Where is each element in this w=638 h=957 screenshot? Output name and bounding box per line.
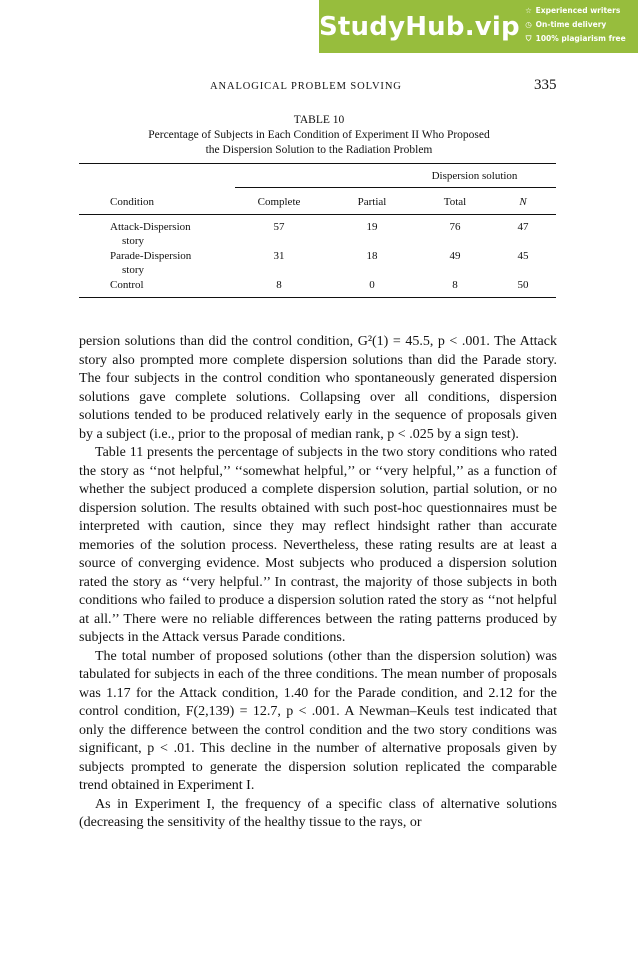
feature-item: ◷ On-time delivery <box>524 18 636 32</box>
table-cell: 8 <box>276 279 282 291</box>
table-cell: 47 <box>517 221 529 233</box>
table-top-rule <box>79 163 556 164</box>
table-cell: 45 <box>517 250 529 262</box>
table-title: TABLE 10 <box>293 114 345 126</box>
column-header: Total <box>443 196 467 208</box>
clock-icon: ◷ <box>525 20 532 29</box>
paragraph: persion solutions than did the control condition, G²(1) = 45.5, p < .001. The Attack story also prompted more complete dispersion solutions than did the Parade story. The four subjects in the control condition who spontaneously generated dispersion solutions gave complete solutions. Collapsing over all conditions, dispersion solutions tended to be produced relatively early in the sequence of proposals given by a subject (i.e., prior to the proposal of median rank, p < .025 by a sign test). <box>79 334 557 442</box>
table-cell: 57 <box>273 221 285 233</box>
table-cell: 18 <box>366 250 378 262</box>
table-cell: 19 <box>366 221 378 233</box>
watermark-banner <box>319 0 638 53</box>
table-cell: 50 <box>517 279 529 291</box>
shield-icon: ⛉ <box>525 34 532 43</box>
watermark-logo: StudyHub.vip <box>319 11 520 42</box>
group-header-rule <box>235 187 556 188</box>
table-cell: 8 <box>452 279 458 291</box>
table-cell: story <box>122 264 144 276</box>
paragraph: As in Experiment I, the frequency of a specific class of alternative solutions (decreasing the sensitivity of the healthy tissue to the rays, or <box>79 796 557 830</box>
column-header: Complete <box>257 196 301 208</box>
table-cell: Control <box>110 279 144 291</box>
star-icon: ☆ <box>525 6 532 15</box>
table-cell: Parade-Dispersion <box>110 250 192 262</box>
table-cell: 31 <box>273 250 285 262</box>
paragraph: The total number of proposed solutions (other than the dispersion solution) was tabulated for subjects in each of the three conditions. The mean number of proposals was 1.17 for the Attack condition, 1.40 for the Parade condition, and 2.12 for the control condition, F(2,139) = 12.7, p < .001. A Newman–Keuls test indicated that only the difference between the control condition and the two story conditions was significant, p < .01. This decline in the number of alternative proposals given by subjects prompted to generate the dispersion solution replicated the comparable trend obtained in Experiment I. <box>79 648 557 793</box>
group-header: Dispersion solution <box>431 170 518 182</box>
column-header: Condition <box>110 196 155 208</box>
feature-item: ⛉ 100% plagiarism free <box>524 32 636 46</box>
table-cell: 76 <box>449 221 461 233</box>
feature-item: ☆ Experienced writers <box>524 4 636 18</box>
column-header: Partial <box>357 196 387 208</box>
column-header: N <box>519 196 527 208</box>
caption-line: the Dispersion Solution to the Radiation Problem <box>205 144 433 156</box>
header-bottom-rule <box>79 214 556 215</box>
caption-line: Percentage of Subjects in Each Condition of Experiment II Who Proposed <box>148 129 490 141</box>
watermark-features <box>524 4 636 46</box>
page-number: 335 <box>534 77 557 93</box>
paragraph: Table 11 presents the percentage of subjects in the two story conditions who rated the story as ‘‘not helpful,’’ ‘‘somewhat helpful,’’ or ‘‘very helpful,’’ as a function of whether the subject produced a complete dispersion solution, partial solution, or no dispersion solution. The results obtained with such post-hoc questionnaires must be interpreted with caution, since they may reflect hindsight rather than accurate memories of the solution process. Nevertheless, these rating results are at least a source of converging evidence. Most subjects who produced a dispersion solution rated the story as ‘‘very helpful.’’ In contrast, the majority of those subjects in both conditions who failed to produce a dispersion solution rated the story as ‘‘not helpful at all.’’ There were no reliable differences between the rating patterns produced by subjects in the Attack versus Parade conditions. <box>79 445 557 645</box>
table-caption <box>79 113 559 158</box>
table-bottom-rule <box>79 297 556 298</box>
table-cell: Attack-Dispersion <box>110 221 191 233</box>
body-text <box>79 333 557 833</box>
table-cell: 49 <box>449 250 461 262</box>
table-cell: 0 <box>369 279 375 291</box>
running-head: ANALOGICAL PROBLEM SOLVING <box>210 81 402 92</box>
table-cell: story <box>122 235 144 247</box>
